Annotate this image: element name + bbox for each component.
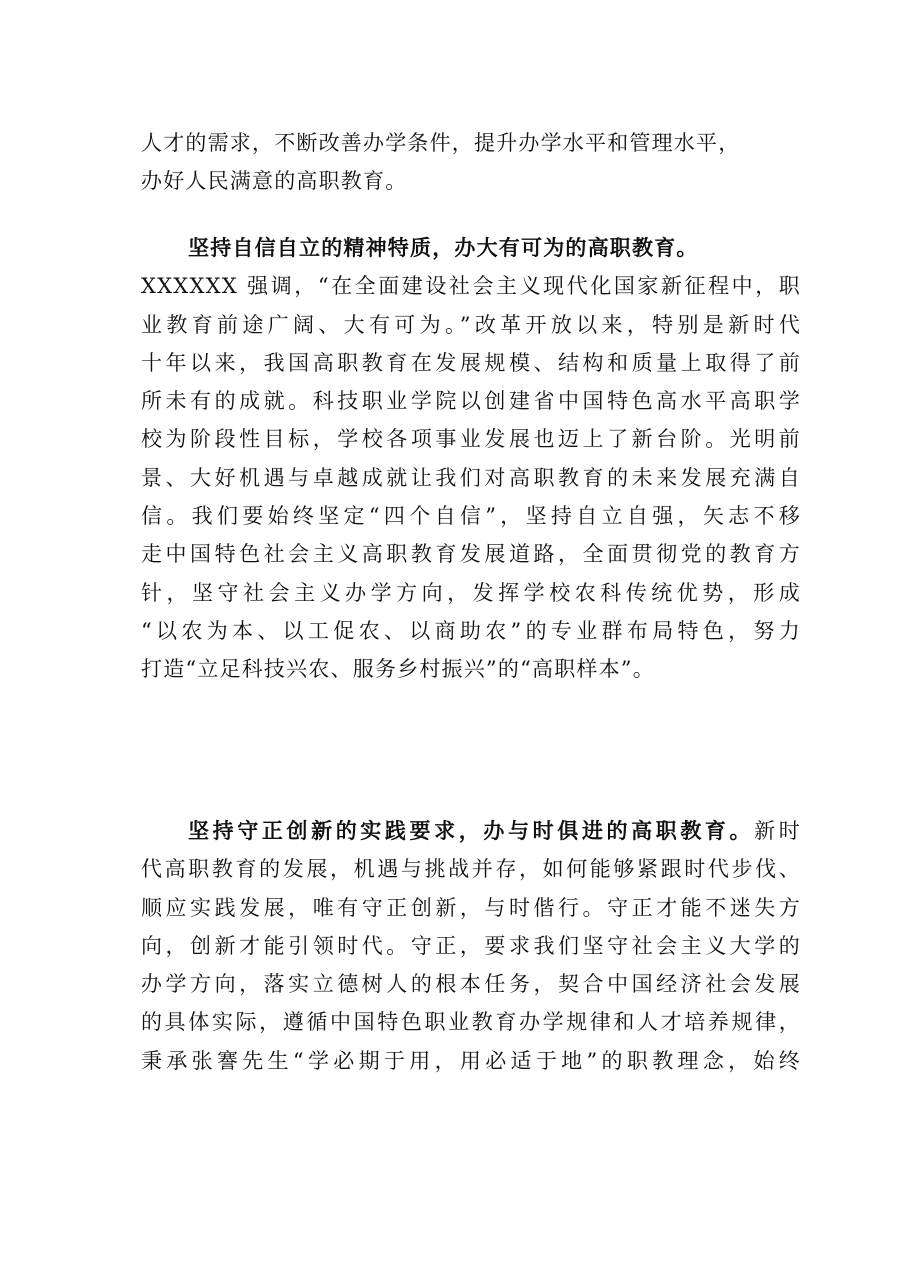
paragraph-1 — [141, 124, 801, 201]
paragraph-line: 办好人民满意的高职教育。 — [141, 169, 408, 194]
paragraph-line: 人才的需求，不断改善办学条件，提升办学水平和管理水平， — [141, 131, 741, 155]
paragraph-line: 校为阶段性目标，学校各项事业发展也迈上了新台阶。光明前 — [141, 427, 801, 452]
paragraph-line: 十年以来，我国高职教育在发展规模、结构和质量上取得了前 — [141, 350, 801, 375]
paragraph-line: 打造“立足科技兴农、服务乡村振兴”的“高职样本”。 — [141, 657, 655, 682]
paragraph-line: 顺应实践发展，唯有守正创新，与时偕行。守正才能不迷失方 — [141, 895, 801, 920]
paragraph-3 — [141, 812, 801, 1080]
paragraph-line: 所未有的成就。科技职业学院以创建省中国特色高水平高职学 — [141, 389, 801, 414]
paragraph-line: “以农为本、以工促农、以商助农”的专业群布局特色，努力 — [141, 618, 801, 643]
paragraph-line: XXXXXX 强调，“在全面建设社会主义现代化国家新征程中，职 — [141, 274, 801, 299]
paragraph-line: 办学方向，落实立德树人的根本任务，契合中国经济社会发展 — [141, 972, 801, 997]
heading-tail-text: 新时 — [754, 819, 801, 843]
paragraph-line: 景、大好机遇与卓越成就让我们对高职教育的未来发展充满自 — [141, 465, 801, 490]
paragraph-line: 走中国特色社会主义高职教育发展道路，全面贯彻党的教育方 — [141, 542, 801, 567]
paragraph-line: 秉承张謇先生“学必期于用，用必适于地”的职教理念，始终 — [141, 1048, 801, 1073]
paragraph-line: 的具体实际，遵循中国特色职业教育办学规律和人才培养规律， — [141, 1010, 801, 1035]
paragraph-line: 信。我们要始终坚定“四个自信”，坚持自立自强，矢志不移 — [141, 504, 801, 529]
paragraph-line: 代高职教育的发展，机遇与挑战并存，如何能够紧跟时代步伐、 — [141, 857, 801, 882]
paragraph-line: 业教育前途广阔、大有可为。”改革开放以来，特别是新时代 — [141, 312, 801, 337]
section-heading: 坚持守正创新的实践要求，办与时俱进的高职教育。 — [188, 818, 755, 843]
section-heading-line — [141, 812, 801, 850]
paragraph-2 — [141, 229, 801, 689]
section-heading: 坚持自信自立的精神特质，办大有可为的高职教育。 — [188, 235, 699, 260]
paragraph-line: 向，创新才能引领时代。守正，要求我们坚守社会主义大学的 — [141, 933, 801, 958]
paragraph-line: 针，坚守社会主义办学方向，发挥学校农科传统优势，形成 — [141, 580, 801, 605]
